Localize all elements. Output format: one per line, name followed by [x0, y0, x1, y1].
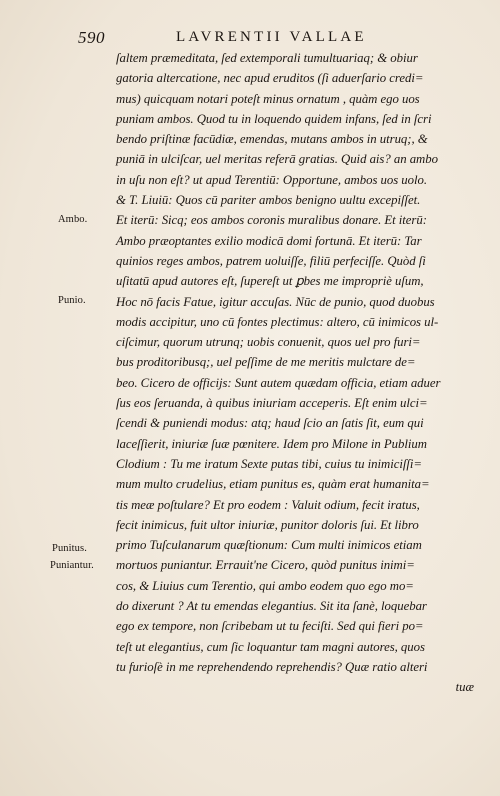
margin-note-punio: Punio. — [58, 295, 86, 306]
page-number: 590 — [78, 28, 105, 47]
text-line: & T. Liuiū: Quos cū pariter ambos benigno uultu excepiſſet. — [116, 193, 421, 208]
margin-note-punitus: Punitus. — [52, 543, 87, 554]
text-line: mum multo crudelius, etiam punitus es, quàm erat humanita= — [116, 477, 430, 492]
text-line: cos, & Liuius cum Terentio, qui ambo eodem quo ego mo= — [116, 578, 414, 593]
text-line: ego ex tempore, non ſcribebam ut tu feciſti. Sed qui fieri po= — [116, 619, 424, 634]
text-line: ciſcimur, quorum utrunq; uobis conuenit, quos uel pro furi= — [116, 335, 421, 350]
text-line: puniam ambos. Quod tu in loquendo quidem infans, ſed in ſcri — [116, 111, 432, 126]
running-title: LAVRENTII VALLAE — [176, 29, 367, 45]
catchword: tuæ — [455, 680, 474, 695]
text-line: mus) quicquam notari poteſt minus ornatum , quàm ego uos — [116, 91, 420, 106]
text-line: primo Tuſculanarum quæſtionum: Cum multi inimicos etiam — [116, 538, 422, 553]
main-text-block — [116, 48, 478, 698]
text-line: teſt ut elegantius, cum ſic loquantur tam magni autores, quos — [116, 639, 425, 654]
text-line: Hoc nō facis Fatue, igitur accuſas. Nūc de punio, quod duobus — [116, 294, 435, 309]
text-line: bendo priſtinæ facūdiæ, emendas, mutans ambos in utruq;, & — [116, 132, 428, 147]
text-line: in uſu non eſt? ut apud Terentiū: Opportune, ambos uos uolo. — [116, 172, 427, 187]
text-line: ſcendi & puniendi modus: atq; haud ſcio an ſatis ſit, eum qui — [116, 416, 424, 431]
text-line: gatoria altercatione, nec apud eruditos (ſi aduerſario credi= — [116, 71, 424, 86]
margin-note-ambo: Ambo. — [58, 214, 88, 225]
text-line: uſitatū apud autores eſt, ſupereſt ut ꝑbes me impropriè uſum, — [116, 274, 424, 289]
margin-note-puniantur: Puniantur. — [50, 560, 94, 571]
text-line: tu furioſè in me reprehendendo reprehendis? Quæ ratio alteri — [116, 659, 428, 674]
text-line: quinios reges ambos, patrem uoluiſſe, filiū perfeciſſe. Quòd ſi — [116, 253, 426, 268]
text-line: do dixerunt ? At tu emendas elegantius. Sit ita ſanè, loquebar — [116, 599, 427, 614]
text-line: ſaltem præmeditata, ſed extemporali tumultuariaq; & obiur — [116, 51, 418, 65]
text-line: ſus eos ſeruanda, à quibus iniuriam acceperis. Eſt enim ulci= — [116, 396, 428, 411]
text-line: beo. Cicero de officijs: Sunt autem quædam officia, etiam aduer — [116, 375, 441, 390]
text-line: puniā in ulciſcar, uel meritas referā gratias. Quid ais? an ambo — [116, 152, 438, 167]
text-line: modis accipitur, uno cū fontes plectimus: altero, cū inimicos ul- — [116, 314, 439, 329]
text-line: Ambo præoptantes exilio modicā domi fortunā. Et iterū: Tar — [116, 233, 422, 248]
text-line: laceſſierit, iniuriæ ſuæ pœnitere. Idem pro Milone in Publium — [116, 436, 427, 451]
text-line: mortuos puniantur. Errauit'ne Cicero, quòd punitus inimi= — [116, 558, 415, 573]
text-line: tis meæ poſtulare? Et pro eodem : Valuit odium, fecit iratus, — [116, 497, 420, 512]
text-line: Clodium : Tu me iratum Sexte putas tibi, cuius tu inimiciſſi= — [116, 456, 422, 471]
text-line: bus proditoribusq;, uel peſſime de me meritis mulctare de= — [116, 355, 416, 370]
text-line: fecit inimicus, fuit ultor iniuriæ, punitor doloris ſui. Et libro — [116, 517, 419, 532]
text-line: Et iterū: Sicq; eos ambos coronis muralibus donare. Et iterū: — [116, 213, 427, 228]
